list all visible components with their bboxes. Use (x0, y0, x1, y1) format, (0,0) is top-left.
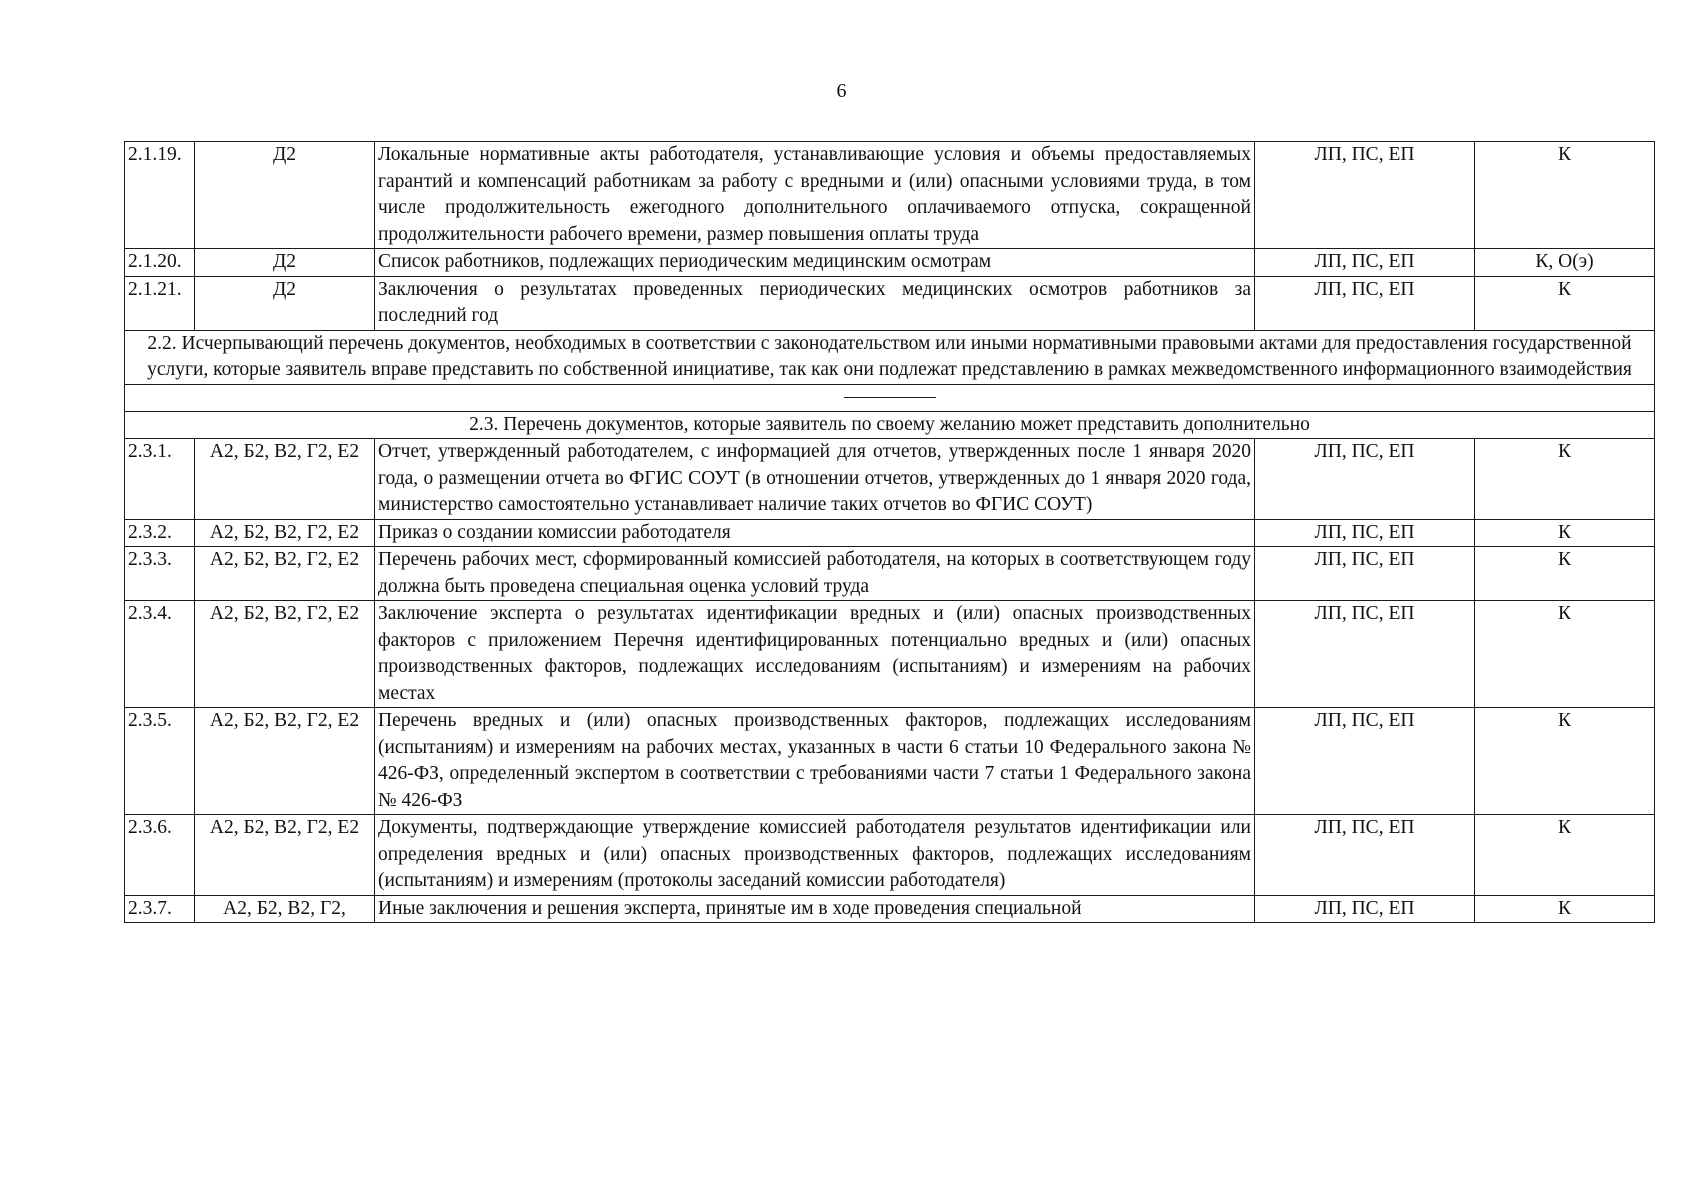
table-row (125, 519, 1655, 547)
row-text: Локальные нормативные акты работодателя, устанавливающие условия и объемы предоставляемых гарантий и компенсаций работникам за работу с вредными и (или) опасными условиями труда, в том числе продолжительность ежегодного дополнительного оплачиваемого отпуска, сокращенной продолжительности рабочего времени, размер повышения оплаты труда (375, 142, 1255, 249)
row-channels: ЛП, ПС, ЕП (1255, 439, 1475, 520)
row-text: Заключения о результатах проведенных периодических медицинских осмотров работников за последний год (375, 276, 1255, 330)
row-category: А2, Б2, В2, Г2, Е2 (195, 547, 375, 601)
row-category: А2, Б2, В2, Г2, Е2 (195, 815, 375, 896)
row-channels: ЛП, ПС, ЕП (1255, 519, 1475, 547)
row-number: 2.3.2. (125, 519, 195, 547)
row-form: К (1475, 142, 1655, 249)
table-row (125, 249, 1655, 277)
row-form: К (1475, 815, 1655, 896)
row-number: 2.3.6. (125, 815, 195, 896)
centered-rule (844, 397, 936, 398)
row-text: Приказ о создании комиссии работодателя (375, 519, 1255, 547)
page-number: 6 (836, 80, 847, 102)
row-text: Заключение эксперта о результатах идентификации вредных и (или) опасных производственных факторов с приложением Перечня идентифицированных потенциально вредных и (или) опасных производственных факторов, подлежащих исследованиям (испытаниям) и измерениям на рабочих местах (375, 601, 1255, 708)
row-number: 2.1.19. (125, 142, 195, 249)
table-row (125, 895, 1655, 923)
row-form: К, О(э) (1475, 249, 1655, 277)
table-row (125, 439, 1655, 520)
table-row (125, 276, 1655, 330)
row-text: Список работников, подлежащих периодическим медицинским осмотрам (375, 249, 1255, 277)
empty-cell (125, 384, 1655, 411)
row-number: 2.3.4. (125, 601, 195, 708)
row-category: А2, Б2, В2, Г2, Е2 (195, 519, 375, 547)
table-body (125, 142, 1655, 923)
row-text: Документы, подтверждающие утверждение комиссией работодателя результатов идентификации или определения вредных и (или) опасных производственных факторов, подлежащих исследованиям (испытаниям) и измерениям (протоколы заседаний комиссии работодателя) (375, 815, 1255, 896)
section-row (125, 411, 1655, 439)
row-number: 2.3.1. (125, 439, 195, 520)
table-row (125, 142, 1655, 249)
table-row (125, 708, 1655, 815)
row-category: Д2 (195, 142, 375, 249)
row-text: Отчет, утвержденный работодателем, с информацией для отчетов, утвержденных после 1 января 2020 года, о размещении отчета во ФГИС СОУТ (в отношении отчетов, утвержденных до 1 января 2020 года, министерство самостоятельно устанавливает наличие таких отчетов во ФГИС СОУТ) (375, 439, 1255, 520)
row-category: А2, Б2, В2, Г2, (195, 895, 375, 923)
section-2-2-heading: 2.2. Исчерпывающий перечень документов, необходимых в соответствии с законодательством или иными нормативными правовыми актами для предоставления государственной услуги, которые заявитель вправе представить по собственной инициативе, так как они подлежат представлению в рамках межведомственного информационного взаимодействия (125, 330, 1655, 384)
row-channels: ЛП, ПС, ЕП (1255, 547, 1475, 601)
section-row (125, 330, 1655, 384)
row-text: Иные заключения и решения эксперта, принятые им в ходе проведения специальной (375, 895, 1255, 923)
row-category: А2, Б2, В2, Г2, Е2 (195, 601, 375, 708)
row-form: К (1475, 547, 1655, 601)
row-category: Д2 (195, 249, 375, 277)
row-number: 2.1.21. (125, 276, 195, 330)
row-text: Перечень рабочих мест, сформированный комиссией работодателя, на которых в соответствующем году должна быть проведена специальная оценка условий труда (375, 547, 1255, 601)
row-number: 2.1.20. (125, 249, 195, 277)
row-form: К (1475, 519, 1655, 547)
table-row (125, 815, 1655, 896)
row-form: К (1475, 708, 1655, 815)
row-number: 2.3.3. (125, 547, 195, 601)
section-2-3-heading: 2.3. Перечень документов, которые заявитель по своему желанию может представить дополнительно (125, 411, 1655, 439)
row-text: Перечень вредных и (или) опасных производственных факторов, подлежащих исследованиям (испытаниям) и измерениям на рабочих местах, указанных в части 6 статьи 10 Федерального закона № 426-ФЗ, определенный экспертом в соответствии с требованиями части 7 статьи 1 Федерального закона № 426-ФЗ (375, 708, 1255, 815)
row-channels: ЛП, ПС, ЕП (1255, 601, 1475, 708)
row-form: К (1475, 276, 1655, 330)
table-row (125, 601, 1655, 708)
table-row (125, 547, 1655, 601)
row-channels: ЛП, ПС, ЕП (1255, 815, 1475, 896)
row-channels: ЛП, ПС, ЕП (1255, 276, 1475, 330)
empty-row (125, 384, 1655, 411)
row-form: К (1475, 601, 1655, 708)
row-category: А2, Б2, В2, Г2, Е2 (195, 439, 375, 520)
documents-table (124, 141, 1655, 923)
row-category: А2, Б2, В2, Г2, Е2 (195, 708, 375, 815)
row-channels: ЛП, ПС, ЕП (1255, 708, 1475, 815)
row-channels: ЛП, ПС, ЕП (1255, 249, 1475, 277)
row-form: К (1475, 439, 1655, 520)
row-number: 2.3.7. (125, 895, 195, 923)
row-category: Д2 (195, 276, 375, 330)
row-number: 2.3.5. (125, 708, 195, 815)
row-channels: ЛП, ПС, ЕП (1255, 142, 1475, 249)
row-channels: ЛП, ПС, ЕП (1255, 895, 1475, 923)
row-form: К (1475, 895, 1655, 923)
